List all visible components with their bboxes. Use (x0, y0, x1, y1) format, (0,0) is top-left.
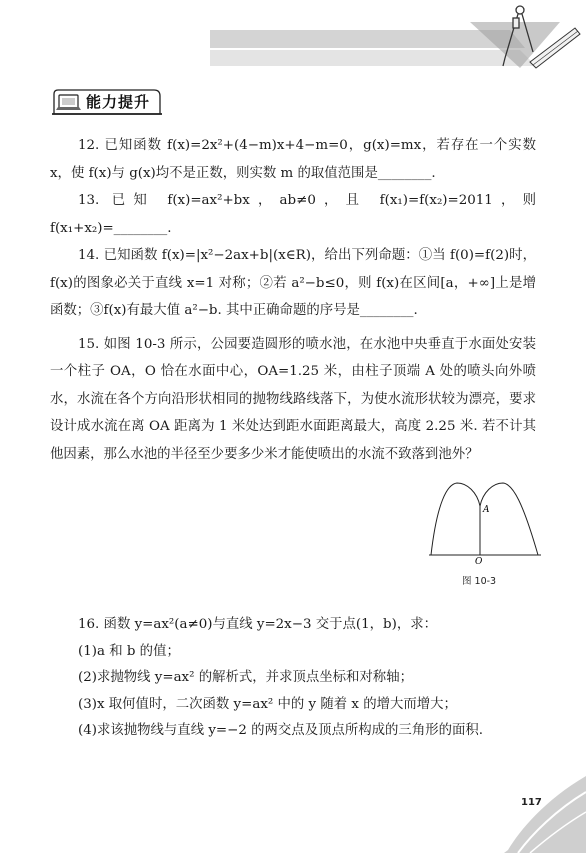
problem-16-part-3: (3)x 取何值时，二次函数 y=ax² 中的 y 随着 x 的增大而增大； (78, 696, 457, 712)
problem-list (50, 132, 536, 468)
header-decoration (0, 0, 588, 80)
problem-16-part-2: (2)求抛物线 y=ax² 的解析式，并求顶点坐标和对称轴； (78, 670, 413, 685)
problem-15: 15. 如图 10-3 所示，公园要造圆形的喷水池，在水池中央垂直于水面处安装一个柱子 OA，O 恰在水面中心，OA=1.25 米，由柱子顶端 A 处的喷头向外喷水，水流在各个方向沿形状相同的抛物线路线落下，为使水流形状较为漂亮，要求设计成水流在离 OA 距离为 1 米处达到距水面距离最大，高度 2.25 米. 若不计其他因素，那么水池的半径至少要多少米才能使喷出的水流不致落到池外？ (50, 336, 536, 462)
point-o-label: O (475, 557, 483, 567)
page-number: 117 (521, 797, 542, 808)
problem-12: 12. 已知函数 f(x)=2x²+(4−m)x+4−m=0，g(x)=mx，若存在一个实数 x，使 f(x)与 g(x)均不是正数，则实数 m 的取值范围是________. (50, 138, 536, 181)
point-a-label: A (483, 505, 490, 515)
fountain-figure (425, 478, 545, 586)
problem-14: 14. 已知函数 f(x)=|x²−2ax+b|(x∈R)，给出下列命题：①当 f(0)=f(2)时，f(x)的图象必关于直线 x=1 对称；②若 a²−b≤0，则 f(x)在区间[a，+∞]上是增函数；③f(x)有最大值 a²−b. 其中正确命题的序号是________. (50, 248, 536, 318)
figure-caption: 图 10-3 (462, 576, 497, 587)
problem-16 (50, 612, 536, 745)
problem-16-part-1: (1)a 和 b 的值； (78, 643, 180, 659)
section-header (50, 88, 160, 114)
problem-16-stem: 16. 函数 y=ax²(a≠0)与直线 y=2x−3 交于点(1，b)，求： (78, 617, 438, 632)
laptop-icon (56, 95, 81, 110)
leaf-decoration (490, 770, 588, 853)
problem-16-part-4: (4)求该抛物线与直线 y=−2 的两交点及顶点所构成的三角形的面积. (78, 723, 484, 738)
problem-13: 13. 已知 f(x)=ax²+bx，ab≠0，且 f(x₁)=f(x₂)=2011，则 f(x₁+x₂)=________. (50, 193, 536, 236)
section-title: 能力提升 (86, 93, 151, 111)
